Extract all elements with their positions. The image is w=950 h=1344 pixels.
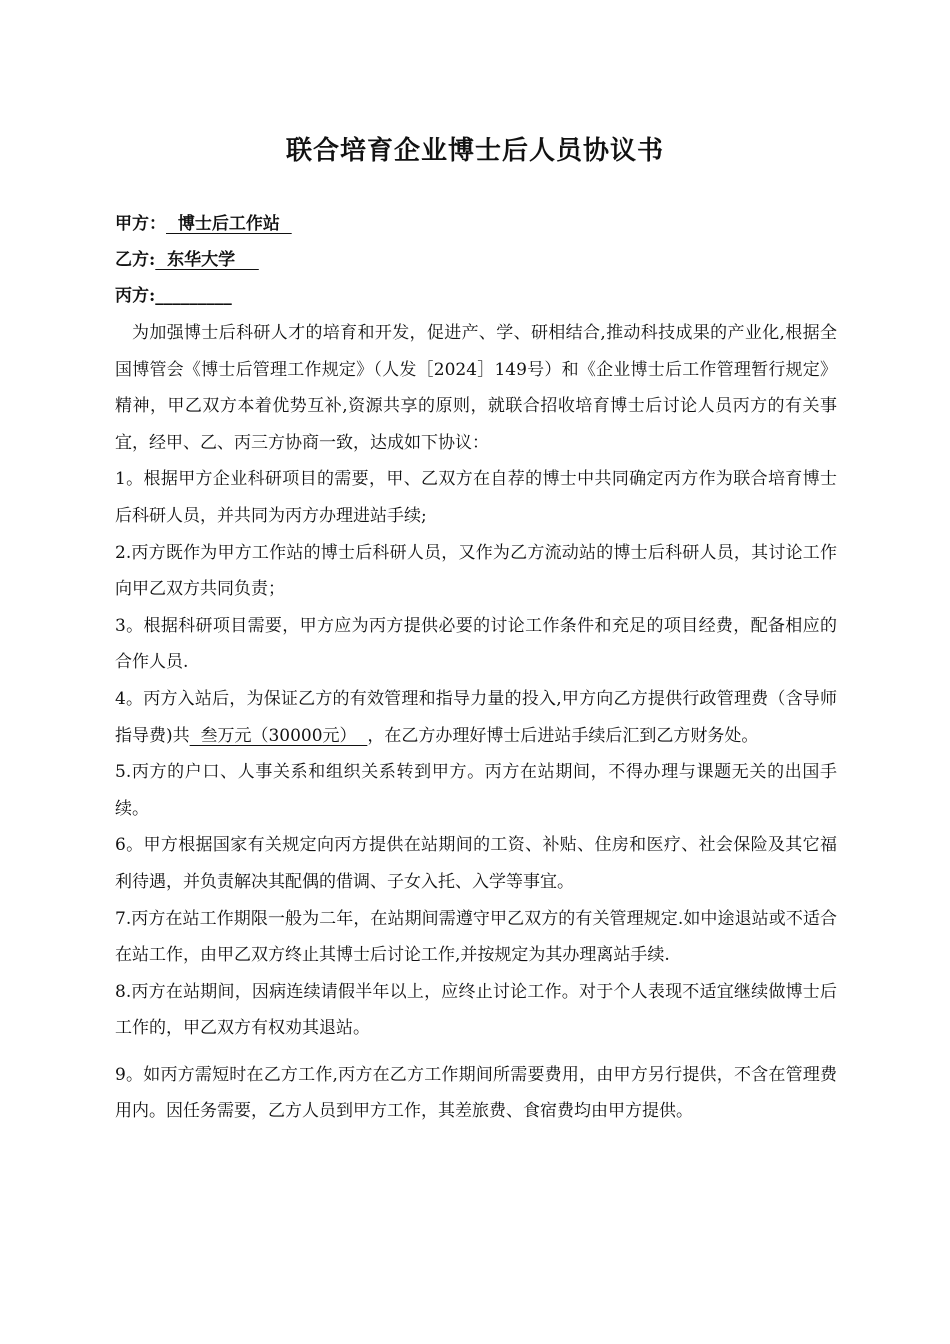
- clause-3: 3。根据科研项目需要，甲方应为丙方提供必要的讨论工作条件和充足的项目经费，配备相应的合作人员.: [115, 615, 837, 673]
- party-a-value: 博士后工作站: [166, 214, 292, 234]
- clause-6: 6。甲方根据国家有关规定向丙方提供在站期间的工资、补贴、住房和医疗、社会保险及其它福利待遇，并负责解决其配偶的借调、子女入托、入学等事宜。: [115, 835, 837, 892]
- party-c-line: [115, 284, 232, 308]
- clause-9: 9。如丙方需短时在乙方工作,丙方在乙方工作期间所需要费用，由甲方另行提供，不含在管理费用内。因任务需要，乙方人员到甲方工作，其差旅费、食宿费均由甲方提供。: [115, 1064, 837, 1122]
- clause-7: 7.丙方在站工作期限一般为二年，在站期间需遵守甲乙双方的有关管理规定.如中途退站或不适合在站工作，由甲乙双方终止其博士后讨论工作,并按规定为其办理离站手续.: [115, 908, 837, 966]
- clause-5: 5.丙方的户口、人事关系和组织关系转到甲方。丙方在站期间，不得办理与课题无关的出国手续。: [115, 762, 837, 819]
- clause-4-text-after: ，在乙方办理好博士后进站手续后汇到乙方财务处。: [367, 725, 759, 746]
- party-a-line: [115, 212, 292, 236]
- party-b-line: [115, 248, 259, 272]
- clause-8: 8.丙方在站期间，因病连续请假半年以上，应终止讨论工作。对于个人表现不适宜继续做博士后工作的，甲乙双方有权劝其退站。: [115, 981, 837, 1039]
- party-c-label: 丙方:: [115, 286, 156, 306]
- party-c-value: _________: [155, 286, 232, 306]
- document-title: 联合培育企业博士后人员协议书: [285, 136, 664, 166]
- party-b-value: 东华大学: [155, 250, 259, 270]
- clause-4: [115, 681, 837, 754]
- party-a-label: 甲方：: [115, 214, 166, 234]
- party-b-label: 乙方:: [115, 250, 156, 270]
- clause-2: 2.丙方既作为甲方工作站的博士后科研人员，又作为乙方流动站的博士后科研人员，其讨论工作向甲乙双方共同负责；: [115, 542, 837, 600]
- agreement-body: [115, 315, 837, 1130]
- clause-1: 1。根据甲方企业科研项目的需要，甲、乙双方在自荐的博士中共同确定丙方作为联合培育博士后科研人员，并共同为丙方办理进站手续;: [115, 469, 837, 526]
- management-fee-amount: 叁万元（30000元）: [189, 725, 368, 746]
- intro-paragraph: 为加强博士后科研人才的培育和开发，促进产、学、研相结合,推动科技成果的产业化,根据全国博管会《博士后管理工作规定》（人发［2024］149号）和《企业博士后工作管理暂行规定》精神，甲乙双方本着优势互补,资源共享的原则，就联合招收培育博士后讨论人员丙方的有关事宜，经甲、乙、丙三方协商一致，达成如下协议：: [115, 323, 837, 453]
- clause-4-text-before: 4。丙方入站后，为保证乙方的有效管理和指导力量的投入,甲方向乙方提供行政管理费（含导师指导费)共: [115, 688, 837, 746]
